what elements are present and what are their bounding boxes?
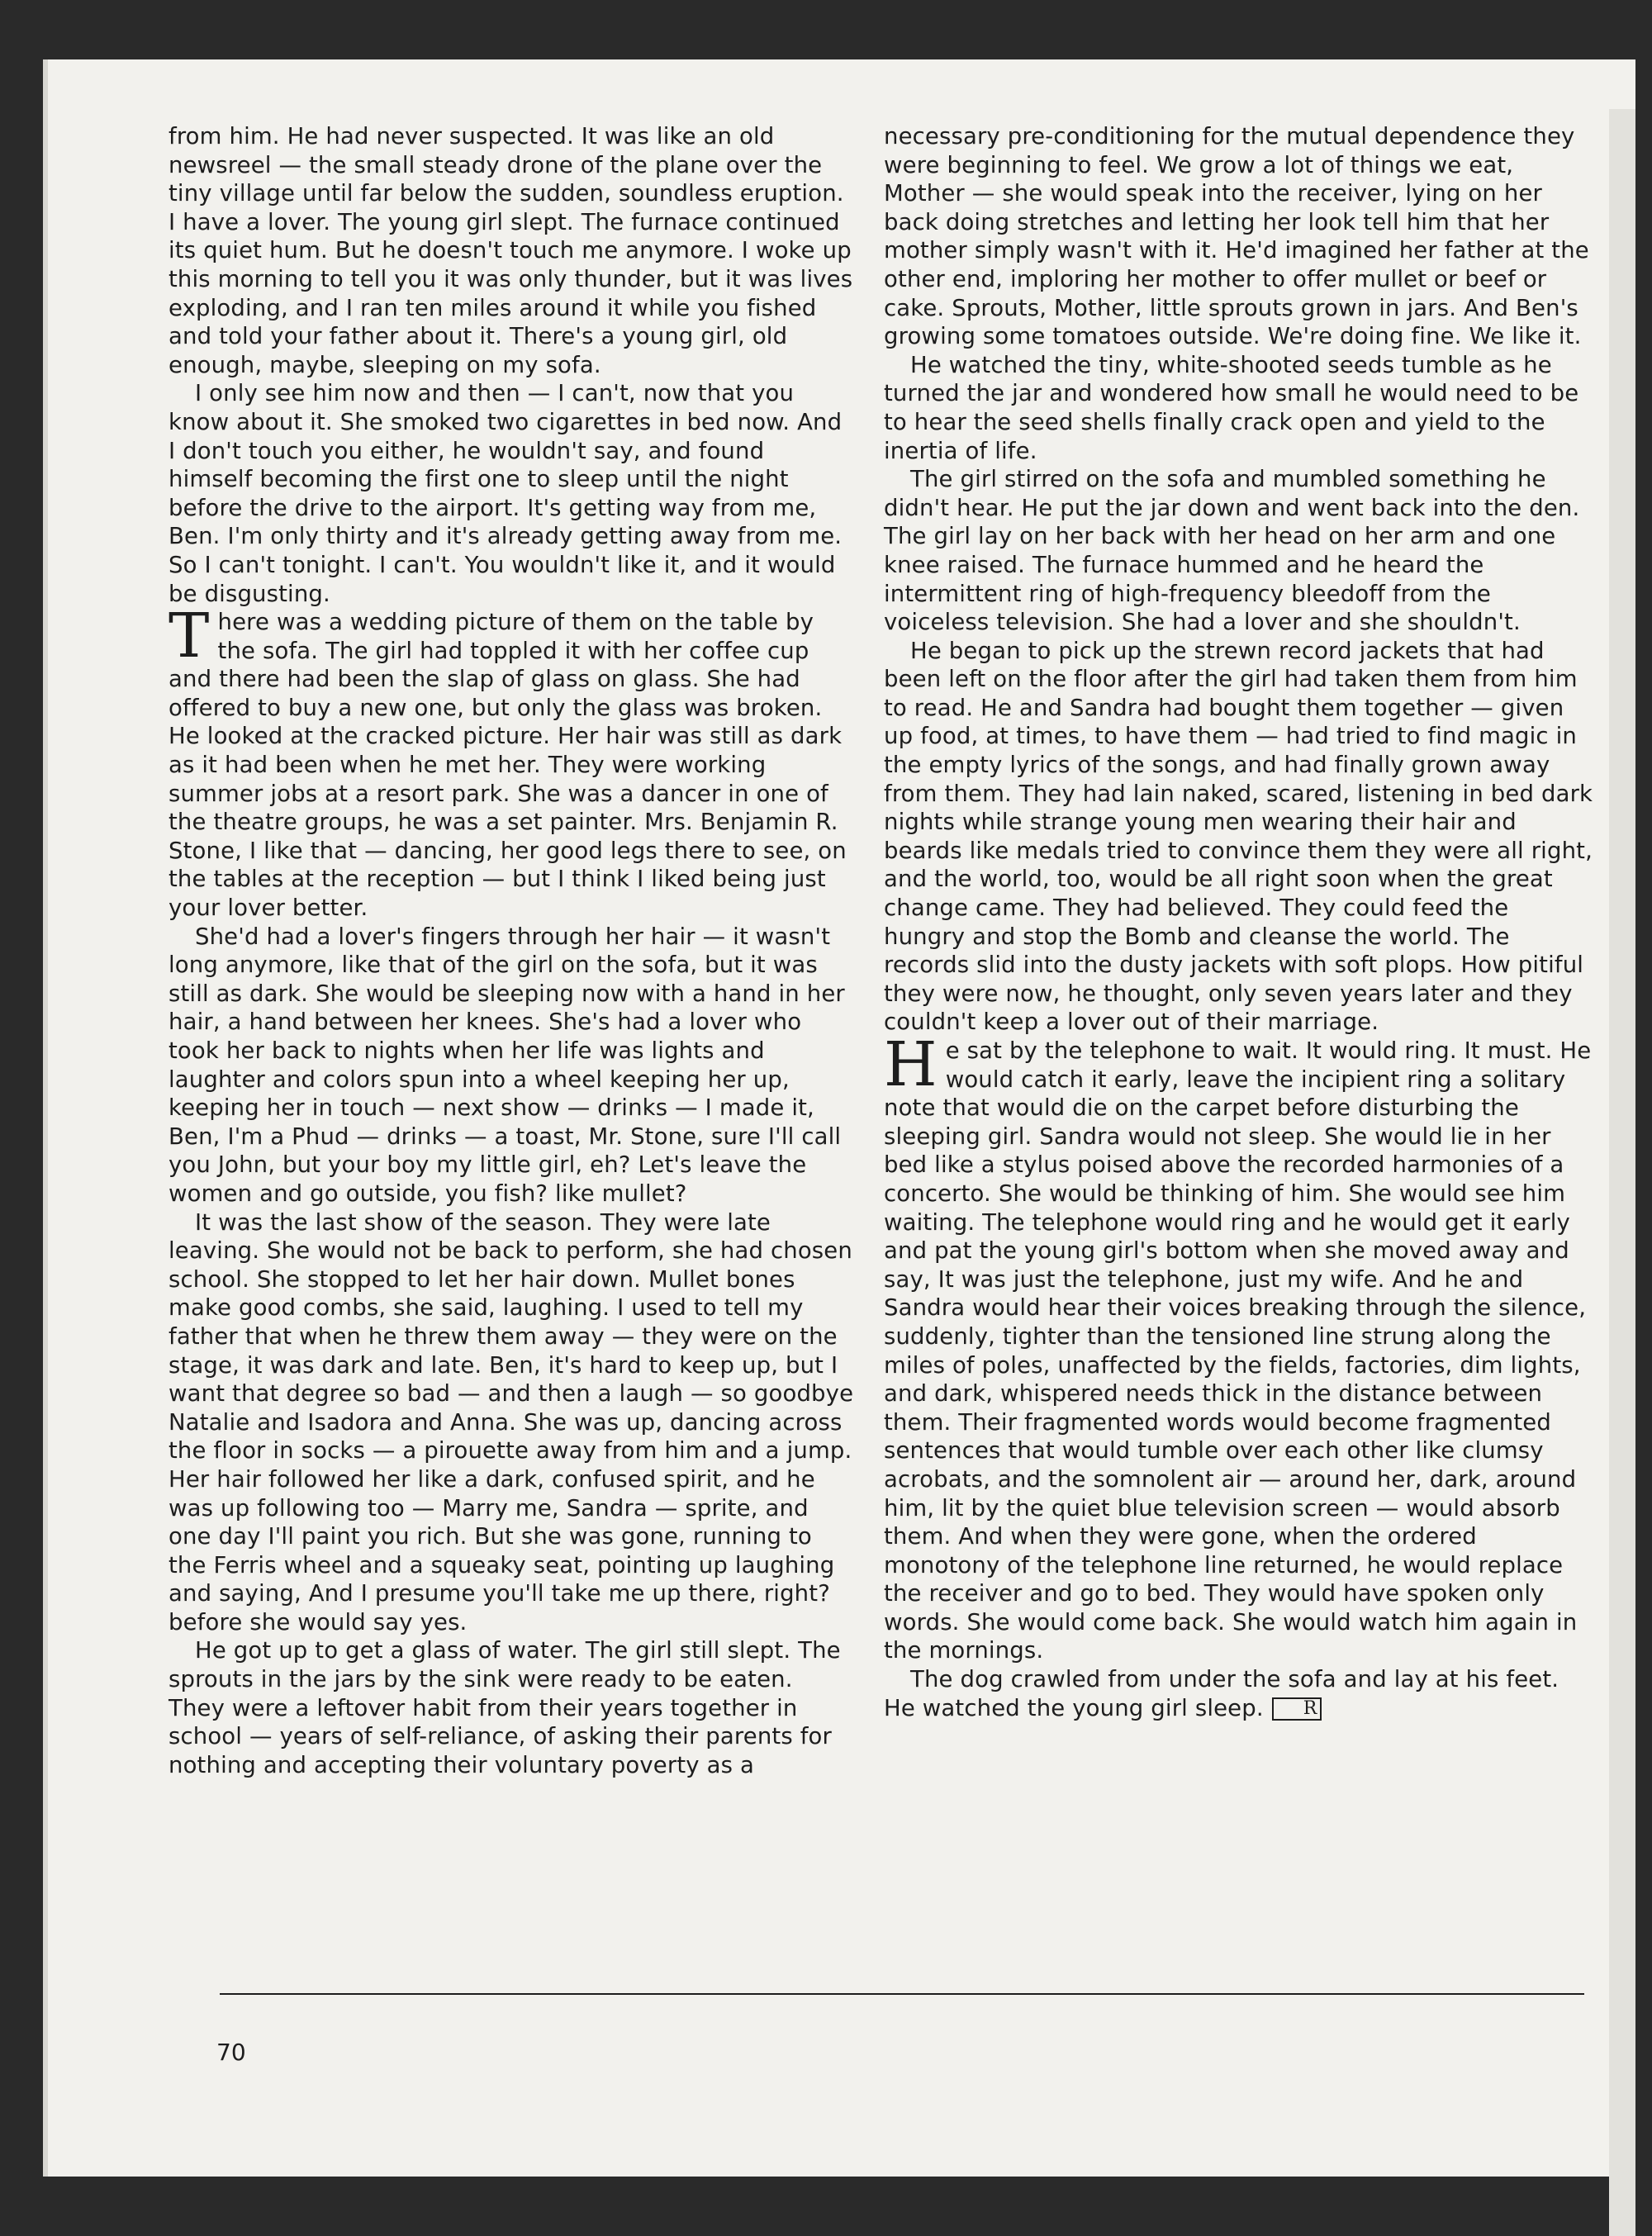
left-paragraph-2: I only see him now and then — I can't, now that you know about it. She smoked two cigarettes in bed now. And I don't touch you either, he wouldn't say, and found himself becoming the first one to sleep until the night before the drive to the airport. It's getting way from me, Ben. I'm only thirty and it's already getting away from me. So I can't tonight. I can't. You wouldn't like it, and it would be disgusting. (169, 380, 843, 607)
left-paragraph-3-text: here was a wedding picture of them on the table by the sofa. The girl had toppled it with her coffee cup and there had been the slap of glass on glass. She had offered to buy a new one, but only the glass was broken. He looked at the cracked picture. Her hair was still as dark as it had been when he met her. They were working summer jobs at a resort park. She was a dancer in one of the theatre groups, he was a set painter. Mrs. Benjamin R. Stone, I like that — dancing, her good legs there to see, on the tables at the reception — but I think I liked being just your lover better. (169, 609, 847, 922)
right-paragraph-6-text: The dog crawled from under the sofa and lay at his feet. He watched the young girl sleep. (884, 1666, 1559, 1721)
left-column (169, 122, 854, 1779)
left-paragraph-3 (169, 601, 854, 923)
left-paragraph-4: She'd had a lover's fingers through her hair — it wasn't long anymore, like that of the girl on the sofa, but it was still as dark. She would be sleeping now with a hand in her hair, a hand between her knees. She's had a lover who took her back to nights when her life was lights and laughter and colors spun into a wheel keeping her up, keeping her in touch — next show — drinks — I made it, Ben, I'm a Phud — drinks — a toast, Mr. Stone, sure I'll call you John, but your boy my little girl, eh? Let's leave the women and go outside, you fish? like mullet? (169, 923, 845, 1207)
left-paragraph-5: It was the last show of the season. They were late leaving. She would not be back to perform, she had chosen school. She stopped to let her hair down. Mullet bones make good combs, she said, laughing. I used to tell my father that when he threw them away — they were on the stage, it was dark and late. Ben, it's hard to keep up, but I want that degree so bad — and then a laugh — so goodbye Natalie and Isadora and Anna. She was up, dancing across the floor in socks — a pirouette away from him and a jump. Her hair followed her like a dark, confused spirit, and he was up following too — Marry me, Sandra — sprite, and one day I'll paint you rich. But she was gone, running to the Ferris wheel and a squeaky seat, pointing up laughing and saying, And I presume you'll take me up there, right? before she would say yes. (169, 1208, 854, 1635)
right-paragraph-5 (884, 1029, 1594, 1665)
right-paragraph-5-text: e sat by the telephone to wait. It would ring. It must. He would catch it early, leave the incipient ring a solitary note that would die on the carpet before disturbing the sleeping girl. Sandra would not sleep. She would lie in her bed like a stylus poised above the recorded harmonies of a concerto. She would be thinking of him. She would see him waiting. The telephone would ring and he would get it early and pat the young girl's bottom when she moved away and say, It was just the telephone, just my wife. And he and Sandra would hear their voices breaking through the silence, suddenly, tighter than the tensioned line strung along the miles of poles, unaffected by the fields, factories, dim lights, and dark, whispered needs thick in the distance between them. Their fragmented words would become fragmented sentences that would tumble over each other like clumsy acrobats, and the somnolent air — around her, dark, around him, lit by the quiet blue television screen — would absorb them. And when they were gone, when the ordered monotony of the telephone line returned, he would replace the receiver and go to bed. They would have spoken only words. She would come back. She would watch him again in the mornings. (884, 1037, 1592, 1664)
left-paragraph-6: He got up to get a glass of water. The girl still slept. The sprouts in the jars by the sink were ready to be eaten. They were a leftover habit from their years together in school — years of self-reliance, of asking their parents for nothing and accepting their voluntary poverty as a (169, 1637, 841, 1778)
right-column (884, 122, 1594, 1722)
right-paragraph-3: The girl stirred on the sofa and mumbled something he didn't hear. He put the jar down and went back into the den. The girl lay on her back with her head on her arm and one knee raised. The furnace hummed and he heard the intermittent ring of high-frequency bleedoff from the voiceless television. She had a lover and she shouldn't. (884, 466, 1580, 636)
right-paragraph-1: necessary pre-conditioning for the mutual dependence they were beginning to feel. We grow a lot of things we eat, Mother — she would speak into the receiver, lying on her back doing stretches and letting her look tell him that her mother simply wasn't with it. He'd imagined her father at the other end, imploring her mother to offer mullet or beef or cake. Sprouts, Mother, little sprouts grown in jars. And Ben's growing some tomatoes outside. We're doing fine. We like it. (884, 123, 1589, 350)
left-paragraph-1: from him. He had never suspected. It was like an old newsreel — the small steady drone of the plane over the tiny village until far below the sudden, soundless eruption. I have a lover. The young girl slept. The furnace continued its quiet hum. But he doesn't touch me anymore. I woke up this morning to tell you it was only thunder, but it was lives exploding, and I ran ten miles around it while you fished and told your father about it. There's a young girl, old enough, maybe, sleeping on my sofa. (169, 123, 853, 378)
drop-cap-t: T (169, 601, 210, 672)
right-paragraph-4: He began to pick up the strewn record jackets that had been left on the floor after the girl had taken them from him to read. He and Sandra had bought them together — given up food, at times, to have them — had tried to find magic in the empty lyrics of the songs, and had finally grown away from them. They had lain naked, scared, listening in bed dark nights while strange young men wearing their hair and beards like medals tried to convince them they were all right, and the world, too, would be all right soon when the great change came. They had believed. They could feed the hungry and stop the Bomb and cleanse the world. The records slid into the dusty jackets with soft plops. How pitiful they were now, he thought, only seven years later and they couldn't keep a lover out of their marriage. (884, 637, 1593, 1036)
drop-cap-h: H (884, 1029, 938, 1100)
end-mark-icon: R (1272, 1697, 1322, 1721)
right-paragraph-2: He watched the tiny, white-shooted seeds tumble as he turned the jar and wondered how small he would need to be to hear the seed shells finally crack open and yield to the inertia of life. (884, 351, 1579, 464)
right-paragraph-6 (884, 1665, 1594, 1722)
footer-rule (220, 1993, 1584, 1995)
page-spine (1609, 109, 1635, 2236)
page-number: 70 (216, 2039, 246, 2066)
